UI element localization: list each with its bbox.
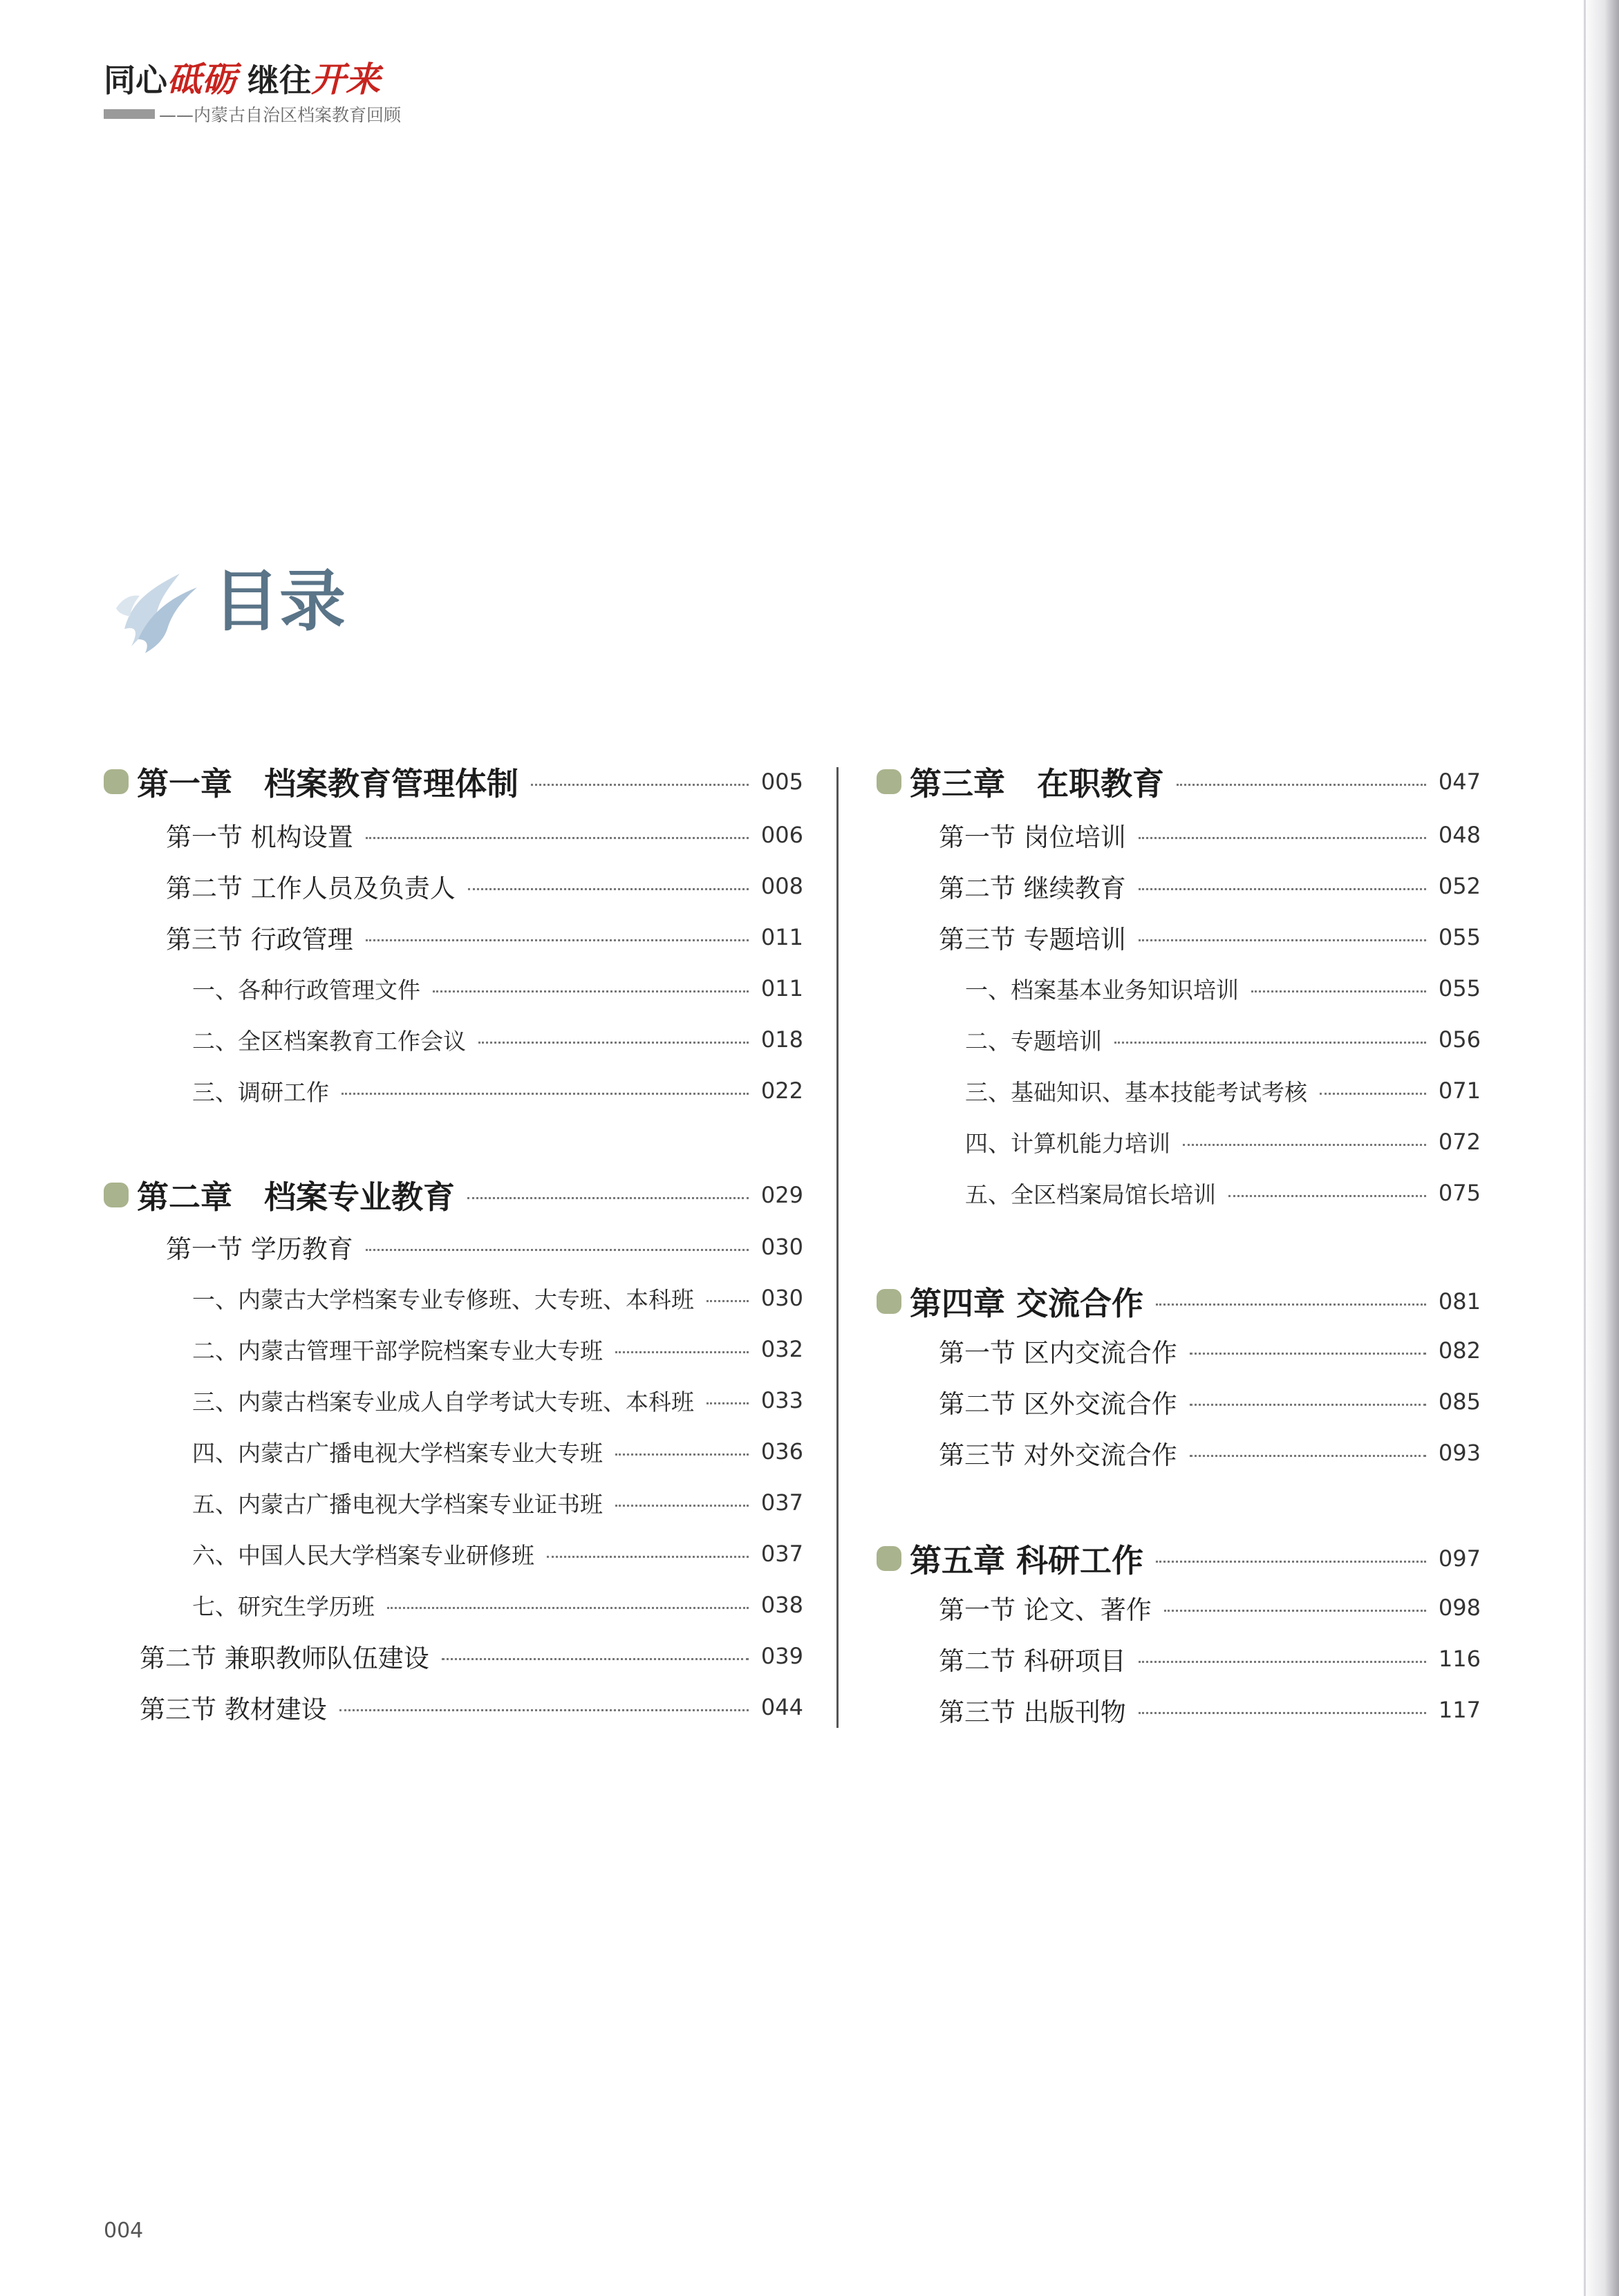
dot-leader: [1164, 1610, 1426, 1612]
dot-leader: [467, 1197, 749, 1199]
toc-chapter[interactable]: [104, 759, 803, 804]
toc-page-number: 036: [760, 1438, 803, 1465]
dot-leader: [366, 939, 749, 941]
toc-page-number: 116: [1438, 1646, 1481, 1672]
toc-item[interactable]: [965, 1121, 1481, 1163]
toc-page-number: 048: [1438, 822, 1481, 848]
toc-section[interactable]: [140, 1686, 803, 1728]
toc-page-number: 005: [760, 769, 803, 795]
toc-entry-label: 第三节 行政管理: [166, 925, 353, 954]
dot-leader: [706, 1300, 749, 1302]
toc-section[interactable]: [939, 1381, 1481, 1422]
dot-leader: [1139, 939, 1426, 941]
chapter-bullet-icon: [877, 769, 901, 794]
dot-leader: [339, 1709, 749, 1711]
header-title-mid: 继往: [247, 62, 312, 99]
toc-section[interactable]: [939, 1689, 1481, 1731]
toc-entry-label: 五、内蒙古广播电视大学档案专业证书班: [192, 1490, 603, 1518]
toc-item[interactable]: [192, 1019, 803, 1060]
dot-leader: [1114, 1042, 1426, 1044]
toc-item[interactable]: [192, 1584, 803, 1626]
toc-page-number: 093: [1438, 1440, 1481, 1466]
header-subtitle: ——内蒙古自治区档案教育回顾: [159, 105, 402, 125]
toc-entry-label: 第二节 继续教育: [939, 874, 1126, 903]
toc-chapter[interactable]: [877, 1536, 1481, 1581]
toc-section[interactable]: [939, 814, 1481, 856]
dot-leader: [1183, 1144, 1426, 1146]
chapter-bullet-icon: [104, 1183, 129, 1207]
chapter-bullet-icon: [877, 1546, 901, 1571]
toc-entry-label: 第三节 对外交流合作: [939, 1440, 1177, 1470]
toc-section[interactable]: [939, 1587, 1481, 1628]
winged-horse-icon: [111, 560, 207, 657]
header-title-red-2: 开来: [311, 59, 381, 100]
page-number: 004: [104, 2219, 144, 2243]
dot-leader: [531, 784, 749, 786]
toc-chapter[interactable]: [877, 759, 1481, 804]
toc-entry-label: 四、内蒙古广播电视大学档案专业大专班: [192, 1439, 603, 1467]
toc-entry-label: 六、中国人民大学档案专业研修班: [192, 1541, 534, 1569]
toc-page-number: 047: [1438, 769, 1481, 795]
dot-leader: [1177, 784, 1426, 786]
dot-leader: [615, 1453, 749, 1456]
toc-page-number: 022: [760, 1078, 803, 1104]
toc-item[interactable]: [965, 1019, 1481, 1060]
toc-entry-label: 第二节 兼职教师队伍建设: [140, 1644, 429, 1673]
toc-page-number: 030: [760, 1234, 803, 1260]
toc-section[interactable]: [166, 916, 803, 958]
toc-page-number: 018: [760, 1026, 803, 1053]
toc-entry-label: 七、研究生学历班: [192, 1592, 375, 1620]
toc-entry-label: 第二章 档案专业教育: [137, 1178, 455, 1216]
dot-leader: [1139, 837, 1426, 839]
toc-page-number: 032: [760, 1336, 803, 1362]
toc-item[interactable]: [192, 1380, 803, 1421]
toc-item[interactable]: [192, 968, 803, 1009]
dot-leader: [615, 1505, 749, 1507]
toc-entry-label: 第三节 教材建设: [140, 1695, 327, 1724]
header-title: [104, 61, 401, 99]
dot-leader: [615, 1351, 749, 1353]
toc-page-number: 037: [760, 1489, 803, 1516]
page-edge-shadow: [1583, 0, 1619, 2296]
toc-page-number: 044: [760, 1694, 803, 1720]
toc-entry-label: 第一章 档案教育管理体制: [137, 765, 518, 802]
toc-entry-label: 第四章 交流合作: [910, 1285, 1144, 1322]
toc-entry-label: 四、计算机能力培训: [965, 1129, 1170, 1157]
dot-leader: [366, 837, 749, 839]
toc-page-number: 055: [1438, 924, 1481, 950]
toc-page-number: 008: [760, 873, 803, 899]
toc-section[interactable]: [166, 814, 803, 856]
toc-entry-label: 一、档案基本业务知识培训: [965, 976, 1239, 1004]
toc-page-number: 056: [1438, 1026, 1481, 1053]
toc-item[interactable]: [965, 1070, 1481, 1111]
dot-leader: [1139, 1712, 1426, 1714]
toc-section[interactable]: [939, 1432, 1481, 1474]
dot-leader: [341, 1093, 749, 1095]
toc-page-number: 097: [1438, 1545, 1481, 1572]
dot-leader: [387, 1607, 749, 1609]
toc-section[interactable]: [939, 1638, 1481, 1679]
toc-page-number: 006: [760, 822, 803, 848]
toc-entry-label: 五、全区档案局馆长培训: [965, 1180, 1216, 1208]
toc-entry-label: 第一节 论文、著作: [939, 1595, 1152, 1625]
toc-page-number: 033: [760, 1387, 803, 1413]
toc-entry-label: 二、全区档案教育工作会议: [192, 1027, 466, 1055]
dot-leader: [1156, 1304, 1426, 1306]
toc-entry-label: 第一节 区内交流合作: [939, 1338, 1177, 1368]
toc-entry-label: 一、各种行政管理文件: [192, 976, 420, 1004]
toc-section[interactable]: [939, 1330, 1481, 1371]
dot-leader: [1156, 1561, 1426, 1563]
toc-page-number: 082: [1438, 1337, 1481, 1364]
chapter-bullet-icon: [877, 1289, 901, 1314]
toc-entry-label: 三、基础知识、基本技能考试考核: [965, 1078, 1307, 1106]
dot-leader: [706, 1402, 749, 1404]
toc-page-number: 011: [760, 975, 803, 1001]
header-title-red-1: 砥砺: [167, 59, 236, 100]
toc-page-number: 071: [1438, 1078, 1481, 1104]
toc-entry-label: 第二节 工作人员及负责人: [166, 874, 456, 903]
toc-entry-label: 第一节 机构设置: [166, 822, 353, 852]
dot-leader: [1251, 990, 1426, 992]
dot-leader: [1190, 1404, 1426, 1406]
toc-entry-label: 二、内蒙古管理干部学院档案专业大专班: [192, 1337, 603, 1364]
toc-page-number: 037: [760, 1541, 803, 1567]
toc-page-number: 081: [1438, 1288, 1481, 1315]
toc-page-number: 072: [1438, 1129, 1481, 1155]
dot-leader: [1190, 1353, 1426, 1355]
toc-entry-label: 第二节 科研项目: [939, 1646, 1126, 1676]
header-title-left: 同心: [104, 62, 167, 99]
dot-leader: [366, 1249, 749, 1251]
toc-entry-label: 三、内蒙古档案专业成人自学考试大专班、本科班: [192, 1388, 694, 1415]
dot-leader: [1139, 1661, 1426, 1663]
dot-leader: [1190, 1455, 1426, 1457]
header-subtitle-row: [104, 102, 401, 126]
toc-item[interactable]: [192, 1482, 803, 1523]
toc-section[interactable]: [939, 916, 1481, 958]
dot-leader: [1320, 1093, 1426, 1095]
toc-item[interactable]: [965, 1172, 1481, 1214]
toc-section[interactable]: [166, 1226, 803, 1268]
toc-page-number: 030: [760, 1285, 803, 1311]
dot-leader: [1228, 1195, 1426, 1197]
toc-page-number: 039: [760, 1643, 803, 1669]
toc-item[interactable]: [192, 1431, 803, 1472]
toc-entry-label: 第一节 学历教育: [166, 1234, 353, 1264]
toc-page-number: 055: [1438, 975, 1481, 1001]
dot-leader: [433, 990, 749, 992]
chapter-bullet-icon: [104, 769, 129, 794]
column-divider: [836, 767, 839, 1728]
toc-entry-label: 三、调研工作: [192, 1078, 329, 1106]
toc-entry-label: 第一节 岗位培训: [939, 822, 1126, 852]
toc-entry-label: 二、专题培训: [965, 1027, 1102, 1055]
toc-page-number: 117: [1438, 1697, 1481, 1723]
toc-page-number: 029: [760, 1182, 803, 1208]
toc-item[interactable]: [192, 1070, 803, 1111]
dot-leader: [442, 1658, 749, 1660]
toc-section[interactable]: [166, 865, 803, 907]
toc-page-number: 052: [1438, 873, 1481, 899]
toc-page-number: 098: [1438, 1594, 1481, 1621]
dot-leader: [547, 1556, 749, 1558]
toc-page-number: 038: [760, 1592, 803, 1618]
toc-entry-label: 第五章 科研工作: [910, 1542, 1144, 1579]
toc-section[interactable]: [939, 865, 1481, 907]
toc-section[interactable]: [140, 1635, 803, 1677]
dot-leader: [468, 888, 749, 890]
toc-item[interactable]: [965, 968, 1481, 1009]
running-header: [104, 61, 401, 126]
toc-page-number: 011: [760, 924, 803, 950]
toc-entry-label: 第三章 在职教育: [910, 765, 1164, 802]
toc-entry-label: 第三节 专题培训: [939, 925, 1126, 954]
toc-chapter[interactable]: [877, 1279, 1481, 1324]
toc-item[interactable]: [192, 1533, 803, 1574]
toc-title: 目录: [213, 563, 346, 640]
dot-leader: [478, 1042, 749, 1044]
dot-leader: [1139, 888, 1426, 890]
toc-entry-label: 一、内蒙古大学档案专业专修班、大专班、本科班: [192, 1286, 694, 1313]
toc-entry-label: 第三节 出版刊物: [939, 1697, 1126, 1727]
toc-page-number: 075: [1438, 1180, 1481, 1206]
toc-chapter[interactable]: [104, 1172, 803, 1218]
toc-item[interactable]: [192, 1277, 803, 1319]
toc-page-number: 085: [1438, 1389, 1481, 1415]
header-bar: [104, 109, 155, 119]
toc-entry-label: 第二节 区外交流合作: [939, 1389, 1177, 1419]
toc-item[interactable]: [192, 1328, 803, 1370]
